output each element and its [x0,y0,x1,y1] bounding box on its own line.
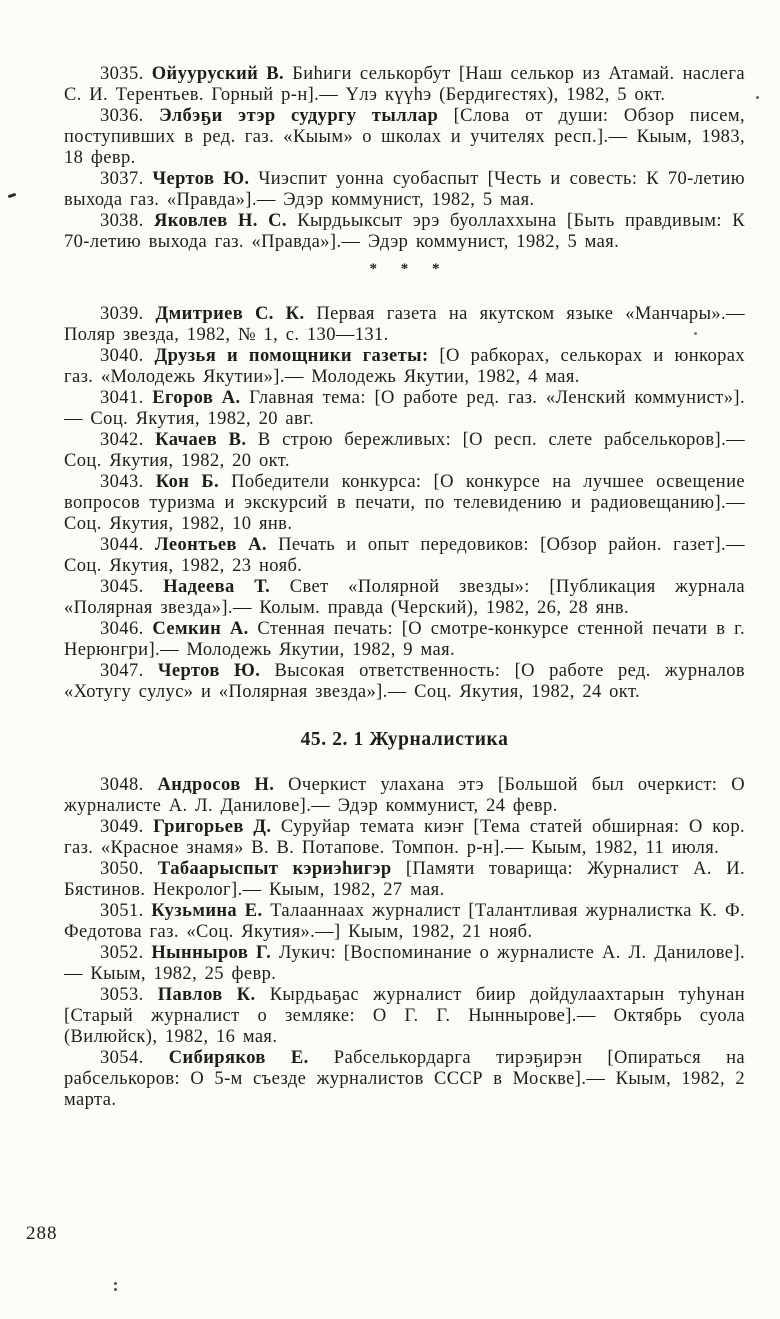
entry-number: 3050. [100,859,144,879]
entry-number: 3039. [100,304,144,324]
entry-text: Чиэспит уонна суобаспыт [Честь и совесть: К 70-летию выхода газ. «Правда»].— Эдэр коммунист, 1982, 5 мая. [64,169,745,210]
entry-text: Свет «Полярной звезды»: [Публикация журнала «Полярная звезда»].— Колым. правда (Черский), 1982, 26, 28 янв. [64,577,745,618]
entry-author: Кузьмина Е. [151,901,263,921]
section-heading: 45. 2. 1 Журналистика [300,729,509,750]
entry-number: 3038. [100,211,144,231]
bib-entry [64,304,745,346]
bib-entry [64,985,745,1048]
entry-author: Друзья и помощники газеты: [154,346,429,366]
bib-entry [64,775,745,817]
bib-entry [64,577,745,619]
entry-author: Кон Б. [155,472,220,492]
entry-author: Семкин А. [152,619,249,639]
entry-author: Яковлев Н. С. [153,211,287,231]
entry-number: 3037. [100,169,144,189]
entry-number: 3051. [100,901,144,921]
entry-group-1 [64,64,745,253]
entry-number: 3052. [100,943,144,963]
entry-number: 3054. [100,1048,144,1068]
entry-number: 3048. [100,775,144,795]
entry-group-3 [64,775,745,1111]
page-number: 288 [26,1223,58,1244]
entry-number: 3047. [100,661,144,681]
entry-author: Табаарыспыт кэриэһигэр [157,859,392,879]
entry-text: В строю бережливых: [О респ. слете рабселькоров].— Соц. Якутия, 1982, 20 окт. [64,430,745,471]
entry-number: 3044. [100,535,144,555]
entry-text: Лукич: [Воспоминание о журналисте А. Л. Данилове].— Кыым, 1982, 25 февр. [64,943,745,984]
entry-author: Чертов Ю. [152,169,250,189]
entry-text: [Слова от души: Обзор писем, поступивших в ред. газ. «Кыым» о школах и учителях респ.].— Кыым, 1983, 18 февр. [64,106,745,168]
entry-text: Рабселькордарга тирэҕирэн [Опираться на рабселькоров: О 5-м съезде журналистов СССР в Москве].— Кыым, 1982, 2 марта. [64,1048,746,1110]
entry-author: Андросов Н. [157,775,275,795]
entry-text: Высокая ответственность: [О работе ред. журналов «Хотугу сулус» и «Полярная звезда»].— Соц. Якутия, 1982, 24 окт. [64,661,746,702]
entry-text: Главная тема: [О работе ред. газ. «Ленский коммунист»].— Соц. Якутия, 1982, 20 авг. [64,388,746,429]
entry-number: 3043. [100,472,144,492]
entry-number: 3045. [100,577,144,597]
entry-number: 3049. [100,817,144,837]
bib-entry [64,430,745,472]
asterisk-separator: * * * [369,261,450,277]
entry-author: Дмитриев С. К. [155,304,305,324]
entry-text: Талааннаах журналист [Талантливая журналистка К. Ф. Федотова газ. «Соц. Якутия».—] Кыым, 1982, 21 нояб. [64,901,745,942]
scan-artifact [694,332,697,335]
scan-artifact [8,193,17,198]
entry-number: 3053. [100,985,144,1005]
bib-entry [64,211,745,253]
bib-entry [64,169,745,211]
bib-entry [64,817,745,859]
entry-number: 3041. [100,388,144,408]
bib-entry [64,472,745,535]
bib-entry [64,535,745,577]
scan-artifact [756,96,759,99]
bib-entry [64,64,745,106]
entry-text: Биһиги селькорбут [Наш селькор из Атамай. наслега С. И. Терентьев. Горный р-н].— Үлэ күүһэ (Бердигестях), 1982, 5 окт. [64,64,745,105]
entry-text: Печать и опыт передовиков: [Обзор район. газет].— Соц. Якутия, 1982, 23 нояб. [64,535,745,576]
entry-text: Суруйар темата киэҥ [Тема статей обширная: О кор. газ. «Красное знамя» В. В. Потапове. Томпон. р-н].— Кыым, 1982, 11 июля. [64,817,745,858]
entry-number: 3036. [100,106,144,126]
entry-author: Нынныров Г. [151,943,272,963]
entry-author: Григорьев Д. [153,817,272,837]
entry-text: [О рабкорах, селькорах и юнкорах газ. «Молодежь Якутии»].— Молодежь Якутии, 1982, 4 мая. [64,346,746,387]
entry-author: Качаев В. [155,430,247,450]
bib-entry [64,661,745,703]
bib-entry [64,346,745,388]
entry-author: Элбэҕи этэр судургу тыллар [159,106,439,126]
entry-text: Очеркист улахана этэ [Большой был очеркист: О журналисте А. Л. Данилове].— Эдэр коммунист, 24 февр. [64,775,745,816]
bib-entry [64,1048,745,1111]
entry-author: Сибиряков Е. [168,1048,309,1068]
entry-text: Стенная печать: [О смотре-конкурсе стенной печати в г. Нерюнгри].— Молодежь Якутии, 1982, 9 мая. [64,619,745,660]
entry-number: 3040. [100,346,144,366]
text-block [64,64,745,1111]
entry-text: [Памяти товарища: Журналист А. И. Бястинов. Некролог].— Кыым, 1982, 27 мая. [64,859,745,900]
scan-artifact [114,1282,117,1285]
entry-author: Надеева Т. [163,577,271,597]
entry-number: 3042. [100,430,144,450]
bib-entry [64,859,745,901]
entry-text: Победители конкурса: [О конкурсе на лучшее освещение вопросов туризма и экскурсий в печати, по телевидению и радиовещанию].— Соц. Якутия, 1982, 10 янв. [64,472,745,534]
entry-author: Леонтьев А. [154,535,267,555]
bib-entry [64,943,745,985]
entry-author: Ойууруский В. [151,64,285,84]
entry-author: Чертов Ю. [157,661,261,681]
entry-number: 3035. [100,64,144,84]
bib-entry [64,388,745,430]
entry-text: Первая газета на якутском языке «Манчары».— Поляр звезда, 1982, № 1, с. 130—131. [64,304,745,345]
entry-author: Егоров А. [152,388,241,408]
entry-author: Павлов К. [157,985,256,1005]
bib-entry [64,901,745,943]
bib-entry [64,106,745,169]
entry-number: 3046. [100,619,144,639]
bib-entry [64,619,745,661]
entry-group-2 [64,304,745,703]
entry-text: Кырдьыксыт эрэ буоллаххына [Быть правдивым: К 70-летию выхода газ. «Правда»].— Эдэр коммунист, 1982, 5 мая. [64,211,746,252]
entry-text: Кырдьаҕас журналист биир дойдулаахтарын туһунан [Старый журналист о земляке: О Г. Г. Ныннырове].— Октябрь суола (Вилюйск), 1982, 16 мая. [64,985,746,1047]
